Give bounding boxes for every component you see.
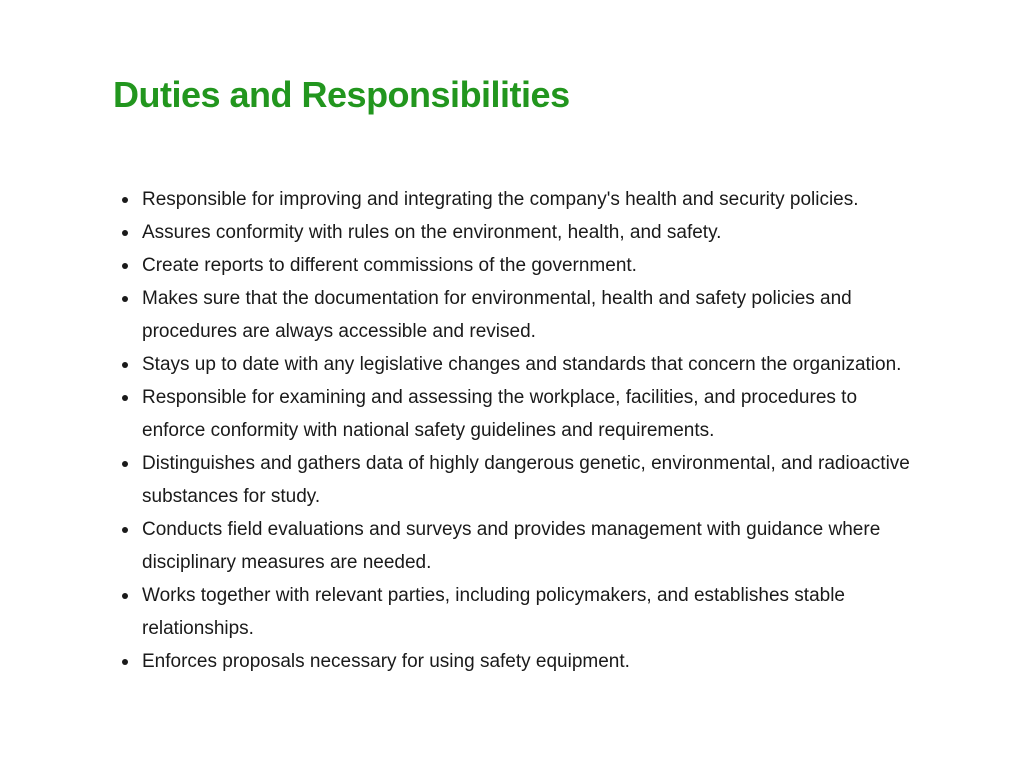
list-item: Makes sure that the documentation for environmental, health and safety policies and procedures are always accessible and revised. <box>142 282 922 348</box>
list-item: Responsible for improving and integrating the company's health and security policies. <box>142 183 922 216</box>
list-item: Works together with relevant parties, including policymakers, and establishes stable relationships. <box>142 579 922 645</box>
duties-list <box>142 183 922 678</box>
list-item: Distinguishes and gathers data of highly dangerous genetic, environmental, and radioactive substances for study. <box>142 447 922 513</box>
list-item: Responsible for examining and assessing the workplace, facilities, and procedures to enforce conformity with national safety guidelines and requirements. <box>142 381 922 447</box>
list-item: Enforces proposals necessary for using safety equipment. <box>142 645 922 678</box>
list-item: Create reports to different commissions of the government. <box>142 249 922 282</box>
list-item: Stays up to date with any legislative changes and standards that concern the organization. <box>142 348 922 381</box>
list-item: Assures conformity with rules on the environment, health, and safety. <box>142 216 922 249</box>
list-item: Conducts field evaluations and surveys and provides management with guidance where disciplinary measures are needed. <box>142 513 922 579</box>
page-title: Duties and Responsibilities <box>113 74 570 115</box>
